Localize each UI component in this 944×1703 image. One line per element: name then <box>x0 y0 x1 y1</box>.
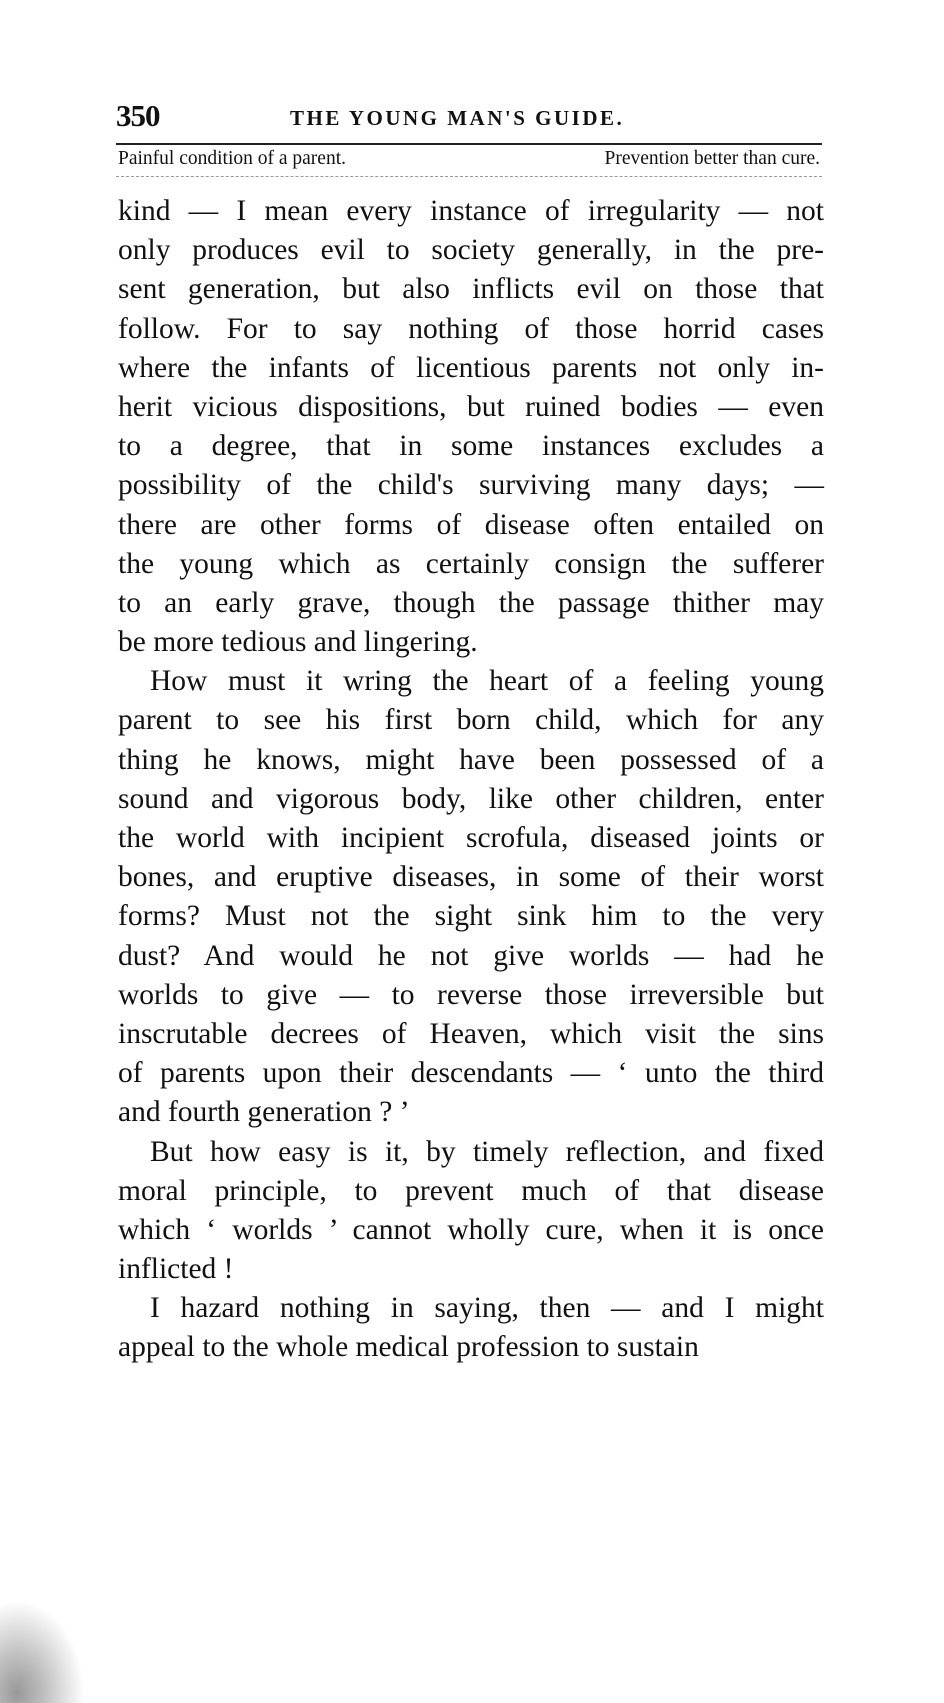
text-line: worlds to give — to reverse those irreversible but <box>118 978 824 1011</box>
body-text <box>118 192 824 1368</box>
text-line: sent generation, but also inflicts evil on those that <box>118 273 824 306</box>
text-line: only produces evil to society generally, in the pre- <box>118 234 824 267</box>
text-line: there are other forms of disease often entailed on <box>118 508 824 541</box>
text-line: moral principle, to prevent much of that disease <box>118 1174 824 1207</box>
text-line: inscrutable decrees of Heaven, which visit the sins <box>118 1017 824 1050</box>
header-rule <box>116 143 822 145</box>
text-line: kind — I mean every instance of irregularity — not <box>118 195 824 227</box>
scan-smudge <box>0 1600 85 1703</box>
paragraph <box>118 1289 824 1367</box>
paragraph <box>118 192 824 662</box>
text-line: of parents upon their descendants — ‘ unto the third <box>118 1057 824 1090</box>
subheading-rule <box>116 176 822 177</box>
text-line: the world with incipient scrofula, diseased joints or <box>118 822 824 854</box>
text-line: I hazard nothing in saying, then — and I might <box>150 1292 824 1325</box>
text-line: parent to see his first born child, which for any <box>118 704 824 737</box>
running-title: THE YOUNG MAN'S GUIDE. <box>290 106 625 130</box>
text-line: to an early grave, though the passage thither may <box>118 586 824 619</box>
text-line: thing he knows, might have been possessed of a <box>118 743 824 776</box>
text-line: possibility of the child's surviving many days; — <box>118 469 824 502</box>
text-line: But how easy is it, by timely reflection, and fixed <box>150 1135 824 1168</box>
text-line: bones, and eruptive diseases, in some of their worst <box>118 861 824 894</box>
text-line: herit vicious dispositions, but ruined bodies — even <box>118 390 824 423</box>
text-line: the young which as certainly consign the sufferer <box>118 547 824 580</box>
text-line: sound and vigorous body, like other children, enter <box>118 782 824 815</box>
text-line: where the infants of licentious parents not only in- <box>118 351 824 384</box>
paragraph <box>118 1133 824 1290</box>
text-line: appeal to the whole medical profession to sustain <box>118 1331 699 1364</box>
page-number: 350 <box>116 98 160 133</box>
text-line: forms? Must not the sight sink him to the very <box>118 900 824 933</box>
text-line: which ‘ worlds ’ cannot wholly cure, when it is once <box>118 1213 824 1246</box>
text-line: and fourth generation ? ’ <box>118 1096 410 1129</box>
text-line: follow. For to say nothing of those horrid cases <box>118 312 824 345</box>
paragraph <box>118 662 824 1132</box>
right-side-heading: Prevention better than cure. <box>604 148 820 169</box>
text-line: be more tedious and lingering. <box>118 626 478 659</box>
text-line: dust? And would he not give worlds — had he <box>118 939 824 972</box>
left-side-heading: Painful condition of a parent. <box>118 148 346 169</box>
text-line: inflicted ! <box>118 1253 234 1286</box>
text-line: How must it wring the heart of a feeling young <box>150 665 824 698</box>
text-line: to a degree, that in some instances excludes a <box>118 430 824 463</box>
